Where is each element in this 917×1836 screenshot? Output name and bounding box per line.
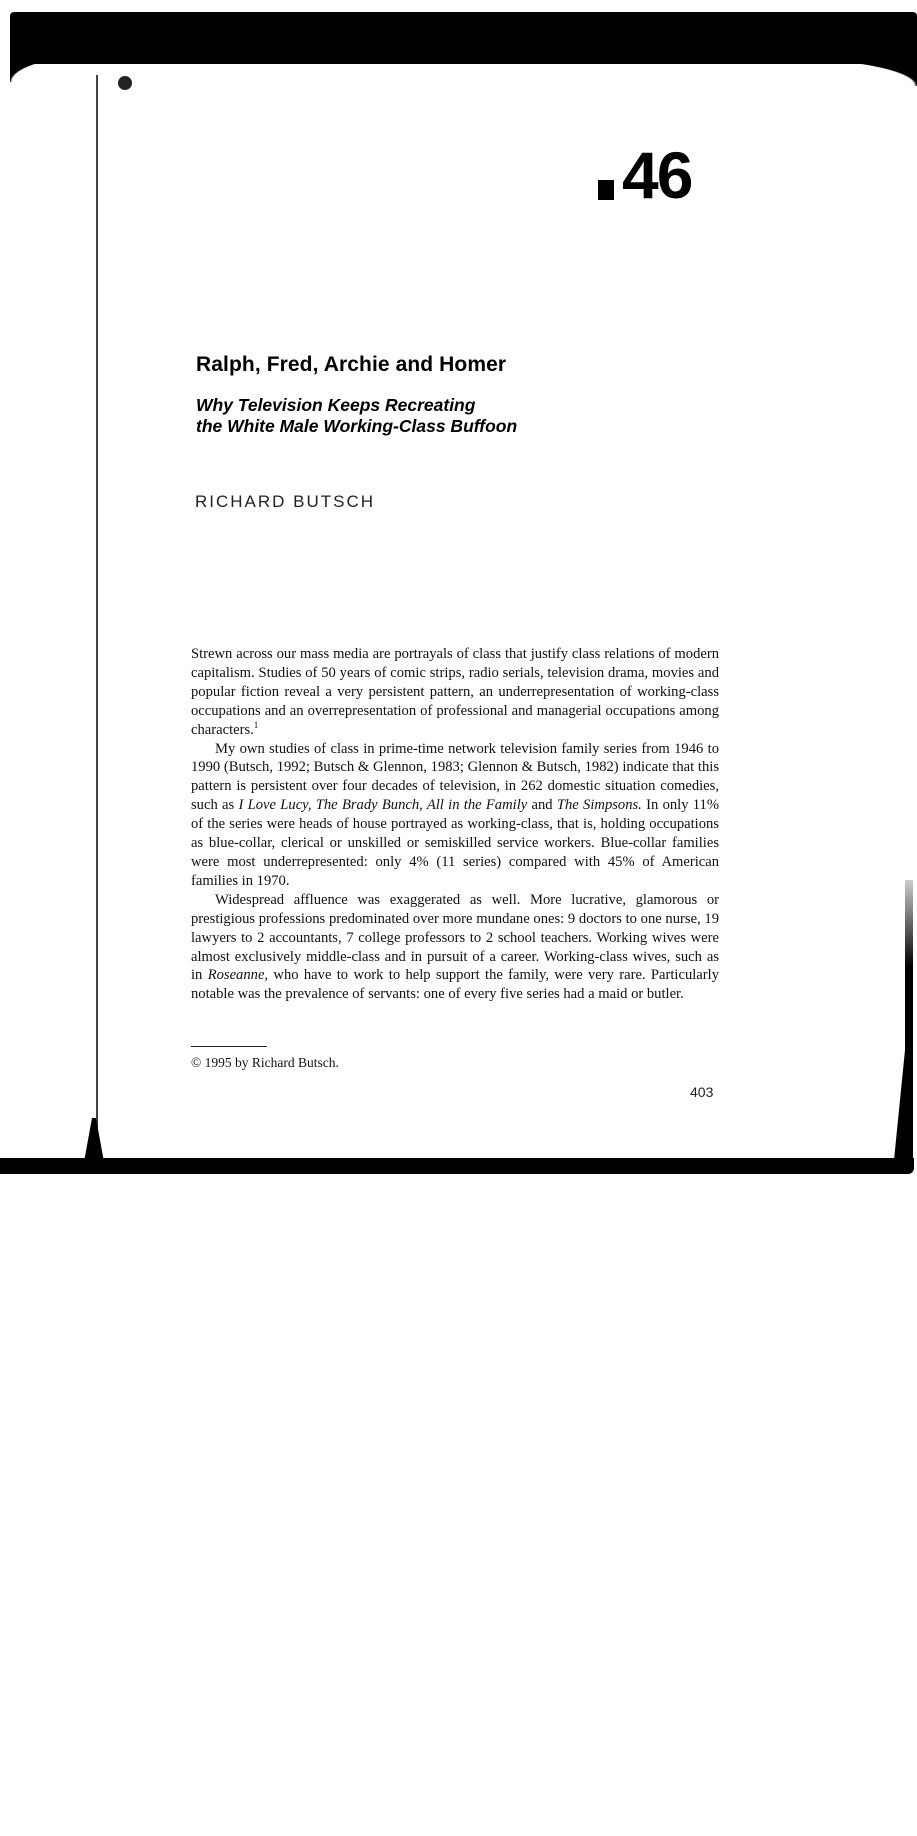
paragraph — [191, 740, 719, 891]
italic-title: The Simpsons. — [556, 797, 642, 814]
text-segment: Strewn across our mass media are portrayals of class that justify class relations of modern capitalism. Studies of 50 years of comic strips, radio serials, television drama, movies and popular fiction reveal a very persistent pattern, an underrepresentation of working-class occupations and an overrepresentation of professional and managerial occupations among characters. — [191, 646, 719, 738]
italic-title: I Love Lucy, The Brady Bunch, All in the Family — [238, 797, 528, 814]
text-segment: who have to work to help support the family, were very rare. Particularly notable was the prevalence of servants: one of every five series had a maid or butler. — [191, 967, 719, 1003]
text-segment: In only 11% of the series were heads of house portrayed as working-class, that is, holding occupations as blue-collar, clerical or unskilled or semiskilled service workers. Blue-collar families were most underrepresented: only 4% (11 series) compared with 45% of American families in 1970. — [191, 797, 719, 889]
text-segment: and — [527, 797, 557, 814]
paragraph — [191, 891, 719, 1004]
page-number: 403 — [690, 1084, 714, 1100]
scan-border-left — [96, 75, 98, 1135]
chapter-number — [598, 138, 692, 212]
scan-border-curve-left — [10, 56, 110, 82]
article-author: RICHARD BUTSCH — [195, 492, 376, 511]
paragraph — [191, 645, 719, 740]
footnote-divider — [191, 1046, 267, 1047]
footnote-marker: 1 — [253, 719, 259, 730]
text-segment: My own studies of class in prime-time network television family series from 1946 to 1990 (Butsch, 1992; Butsch & Glennon, 1983; Glennon & Butsch, 1982) indicate that this pattern is persistent over four decades of television, in 262 domestic situation comedies, such as — [191, 740, 719, 814]
scan-smudge-bottom — [84, 1118, 104, 1162]
scan-smudge — [118, 76, 132, 90]
article-body — [191, 645, 719, 1004]
article-title: Ralph, Fred, Archie and Homer — [196, 353, 507, 376]
chapter-number-text: 46 — [622, 138, 692, 212]
subtitle-line-2: the White Male Working-Class Buffoon — [196, 416, 518, 436]
italic-title: Roseanne, — [207, 967, 269, 984]
square-bullet-icon — [598, 180, 614, 200]
scan-border-bottom — [0, 1158, 914, 1174]
scan-border-curve-right — [777, 56, 917, 86]
subtitle-line-1: Why Television Keeps Recreating — [196, 395, 476, 415]
copyright-footnote: © 1995 by Richard Butsch. — [191, 1055, 339, 1070]
text-segment: Widespread affluence was exaggerated as well. More lucrative, glamorous or prestigious professions predominated over more mundane ones: 9 doctors to one nurse, 19 lawyers to 2 accountants, 7 college professors to 2 school teachers. Working wives were almost exclusively middle-class and in pursuit of a career. Working-class wives, such as in — [191, 891, 719, 984]
scan-border-right-lower — [893, 1050, 913, 1170]
article-subtitle — [196, 395, 517, 437]
